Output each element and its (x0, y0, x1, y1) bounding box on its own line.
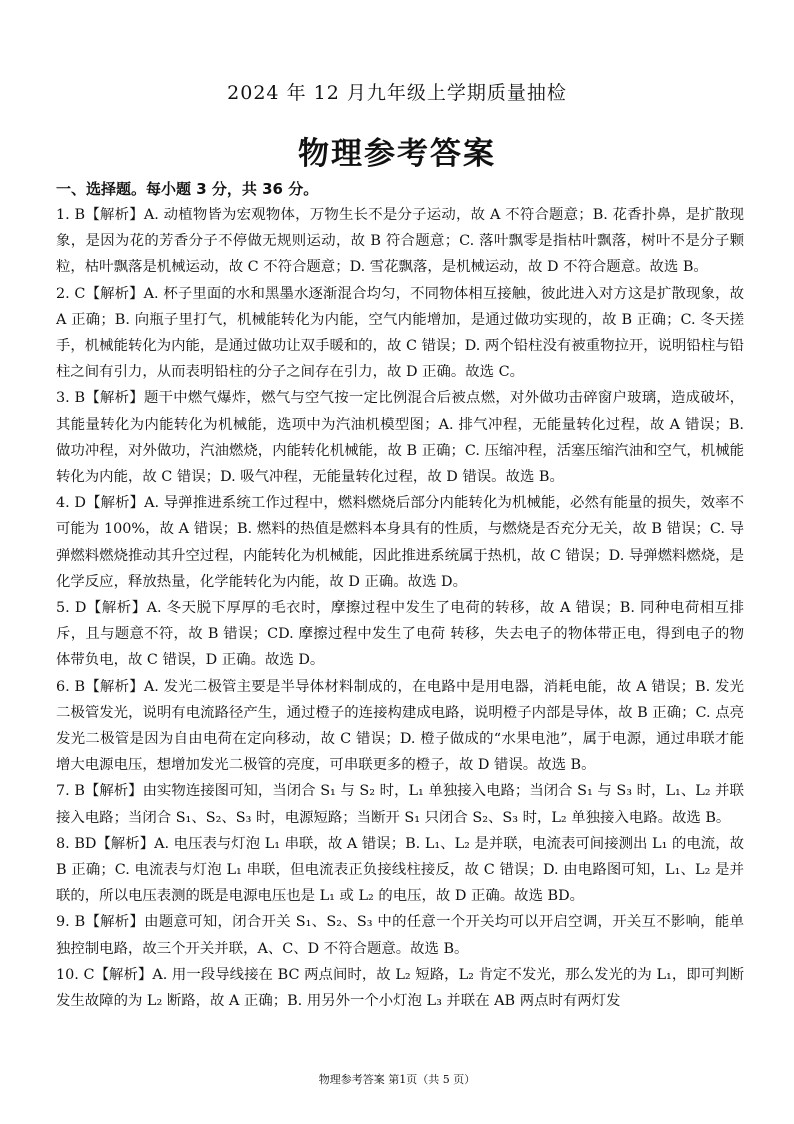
question-answer: 7. B【解析】由实物连接图可知，当闭合 S₁ 与 S₂ 时，L₁ 单独接入电路；当闭合 S₁ 与 S₃ 时，L₁、L₂ 并联接入电路；当闭合 S₁、S₂、S₃ 时，电源短路；当断开 S₁ 只闭合 S₂、S₃ 时，L₂ 单独接入电路。故选 B。 (56, 783, 744, 826)
section-heading: 一、选择题。每小题 3 分，共 36 分。 (56, 180, 319, 198)
question-answer: 5. D【解析】A. 冬天脱下厚厚的毛衣时，摩擦过程中发生了电荷的转移，故 A 错误；B. 同种电荷相互排斥，且与题意不符，故 B 错误；CD. 摩擦过程中发生了电荷 转移，失去电子的物体带正电，得到电子的物体带负电，故 C 错误，D 正确。故选 D。 (56, 600, 744, 669)
page-title: 物理参考答案 (298, 136, 496, 172)
question-answer: 4. D【解析】A. 导弹推进系统工作过程中，燃料燃烧后部分内能转化为机械能，必然有能量的损失，效率不可能为 100%，故 A 错误；B. 燃料的热值是燃料本身具有的性质，与燃烧是否充分无关，故 B 错误；C. 导弹燃料燃烧推动其升空过程，内能转化为机械能，因此推进系统属于热机，故 C 错误；D. 导弹燃料燃烧，是化学反应，释放热量，化学能转化为内能，故 D 正确。故选 D。 (56, 495, 744, 590)
question-answer: 6. B【解析】A. 发光二极管主要是半导体材料制成的，在电路中是用电器，消耗电能，故 A 错误；B. 发光二极管发光，说明有电流路径产生，通过橙子的连接构建成电路，说明橙子内部是导体，故 B 正确；C. 点亮发光二极管是因为自由电荷在定向移动，故 C 错误；D. 橙子做成的“水果电池”，属于电源，通过串联才能增大电源电压，想增加发光二极管的亮度，可串联更多的橙子，故 D 错误。故选 B。 (56, 678, 744, 774)
question-answer: 1. B【解析】A. 动植物皆为宏观物体，万物生长不是分子运动，故 A 不符合题意；B. 花香扑鼻，是扩散现象，是因为花的芳香分子不停做无规则运动，故 B 符合题意；C. 落叶飘零是指枯叶飘落，树叶不是分子颗粒，枯叶飘落是机械运动，故 C 不符合题意；D. 雪花飘落，是机械运动，故 D 不符合题意。故选 B。 (56, 207, 744, 276)
question-answer: 10. C【解析】A. 用一段导线接在 BC 两点间时，故 L₂ 短路，L₂ 肯定不发光，那么发光的为 L₁，即可判断发生故障的为 L₂ 断路，故 A 正确；B. 用另外一个小灯泡 L₃ 并联在 AB 两点时有两灯发 (56, 966, 744, 1010)
answer-content (56, 176, 744, 1014)
page-footer: 物理参考答案 第1页（共 5 页） (318, 1073, 476, 1086)
question-answer: 9. B【解析】由题意可知，闭合开关 S₁、S₂、S₃ 中的任意一个开关均可以开启空调，开关互不影响，能单独控制电路，故三个开关并联，A、C、D 不符合题意。故选 B。 (56, 914, 744, 957)
question-answer: 3. B【解析】题干中燃气爆炸，燃气与空气按一定比例混合后被点燃，对外做功击碎窗户玻璃，造成破坏，其能量转化为内能转化为机械能，选项中为汽油机模型图；A. 排气冲程，无能量转化过程，故 A 错误；B. 做功冲程，对外做功，汽油燃烧，内能转化机械能，故 B 正确；C. 压缩冲程，活塞压缩汽油和空气，机械能转化为内能，故 C 错误；D. 吸气冲程，无能量转化过程，故 D 错误。故选 B。 (56, 390, 744, 486)
question-answer: 8. BD【解析】A. 电压表与灯泡 L₁ 串联，故 A 错误；B. L₁、L₂ 是并联，电流表可间接测出 L₁ 的电流，故 B 正确；C. 电流表与灯泡 L₁ 串联，但电流表正负接线柱接反，故 C 错误；D. 由电路图可知，L₁、L₂ 是并联的，所以电压表测的既是电源电压也是 L₁ 或 L₂ 的电压，故 D 正确。故选 BD。 (56, 835, 744, 905)
question-answer: 2. C【解析】A. 杯子里面的水和黑墨水逐渐混合均匀，不同物体相互接触，彼此进入对方这是扩散现象，故 A 正确；B. 向瓶子里打气，机械能转化为内能，空气内能增加，是通过做功实现的，故 B 正确；C. 冬天搓手，机械能转化为内能，是通过做功让双手暖和的，故 C 错误；D. 两个铅柱没有被重物拉开，说明铅柱与铅柱之间有引力，从而表明铅柱的分子之间存在引力，故 D 正确。故选 C。 (56, 285, 744, 381)
exam-subtitle: 2024 年 12 月九年级上学期质量抽检 (227, 82, 567, 104)
